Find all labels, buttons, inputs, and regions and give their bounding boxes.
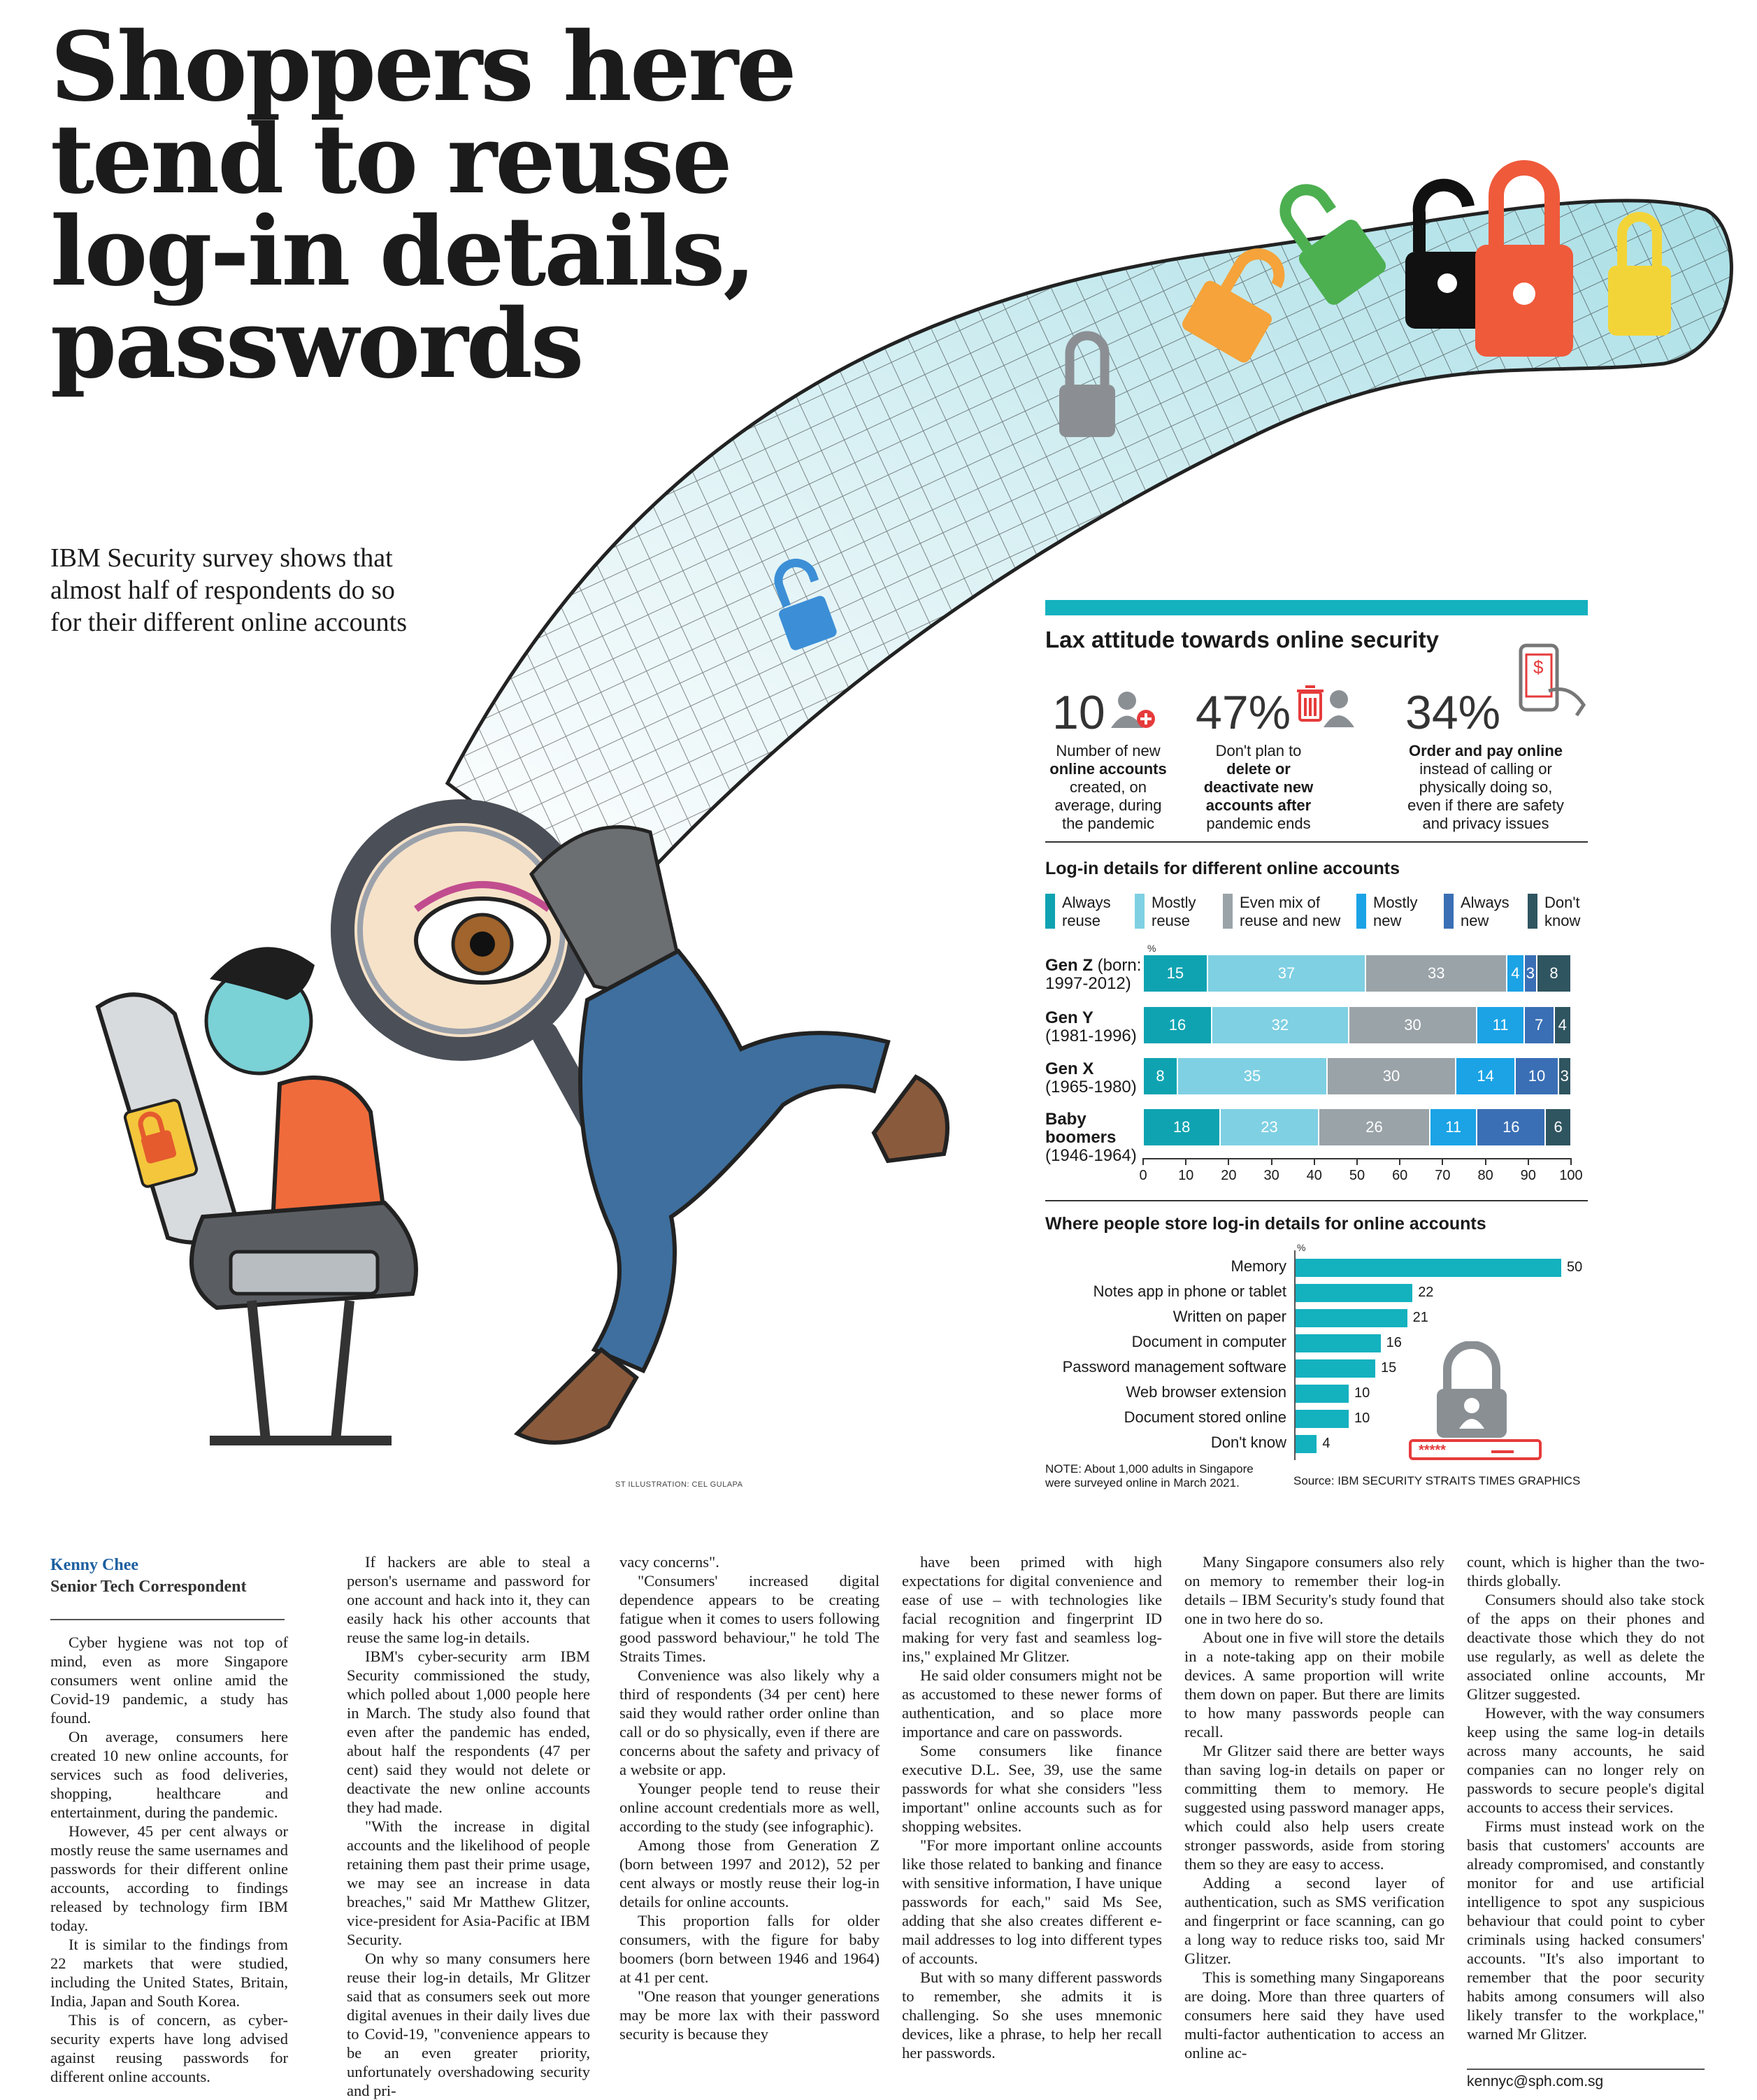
stat-order-online — [1388, 687, 1584, 833]
bar-row — [1143, 1058, 1571, 1094]
bar-segment: 3 — [1525, 955, 1536, 992]
category-label: Written on paper — [1172, 1308, 1286, 1325]
bar — [1296, 1410, 1349, 1428]
category-label: Baby boomers (1946-1964) — [1045, 1110, 1137, 1165]
tick-label: 90 — [1520, 1168, 1536, 1183]
stat-line: created, on — [1069, 778, 1147, 796]
article-paragraph: Younger people tend to reuse their online account credentials more as well, according to the study (see infographic). — [619, 1780, 880, 1835]
author-name: Kenny Chee — [50, 1556, 138, 1574]
stat-line: even if there are safety — [1407, 797, 1564, 814]
article-paragraph: have been primed with high expectations for digital convenience and ease of use – with technologies like facial recognition and fingerprint ID making for very fast and seamless log-ins," explained Mr Glitzer. — [902, 1553, 1162, 1665]
bar-segment: 30 — [1328, 1058, 1455, 1094]
tick-mark — [1356, 1158, 1358, 1165]
tick-mark — [1185, 1158, 1186, 1165]
article-paragraph: Some consumers like finance executive D.L. See, 39, use the same passwords for what she considers "less important" online accounts such as for shopping websites. — [902, 1742, 1162, 1835]
bar — [1296, 1259, 1561, 1277]
stat-value: 34% — [1405, 686, 1501, 739]
category-label: Document stored online — [1124, 1408, 1286, 1426]
standfirst-line: for their different online accounts — [50, 608, 407, 637]
divider — [1045, 1200, 1588, 1201]
bar-row — [1143, 1109, 1571, 1145]
bar — [1296, 1334, 1381, 1352]
tick-label: 60 — [1392, 1168, 1408, 1183]
tick-label: 70 — [1435, 1168, 1451, 1183]
author-role: Senior Tech Correspondent — [50, 1578, 247, 1596]
bar-row — [1143, 1007, 1571, 1043]
data-label: 22 — [1418, 1285, 1434, 1300]
tick-label: 20 — [1221, 1168, 1237, 1183]
stat-line: Order and pay online — [1408, 742, 1563, 759]
tick-label: 80 — [1477, 1168, 1493, 1183]
category-label: Password management software — [1062, 1358, 1286, 1376]
article-paragraph: However, 45 per cent always or mostly reuse the same usernames and passwords for their different online accounts, according to findings released by technology firm IBM today. — [50, 1822, 288, 1934]
category-label: Document in computer — [1131, 1333, 1286, 1350]
article-paragraph: However, with the way consumers keep using the same log-in details across many accounts, he said companies can no longer rely on passwords to secure people's digital accounts to access their services. — [1467, 1704, 1705, 1816]
headline-line: passwords — [50, 288, 582, 400]
legend-item: Don't know — [1528, 894, 1580, 930]
bar-segment: 32 — [1212, 1007, 1348, 1043]
article-paragraph: "Consumers' increased digital dependence appears to be creating fatigue when it comes to users following good password behaviour," he told The Straits Times. — [619, 1572, 880, 1665]
stat-description — [1045, 742, 1171, 833]
illustration-credit: ST ILLUSTRATION: CEL GULAPA — [615, 1480, 743, 1489]
article-paragraph: "For more important online accounts like those related to banking and finance with sensitive information, I have unique passwords for each," said Ms See, adding that she also creates different e-mail addresses to log into different types of accounts. — [902, 1836, 1162, 1967]
headline-line: tend to reuse — [50, 103, 731, 215]
standfirst-line: almost half of respondents do so — [50, 576, 395, 605]
data-label: 4 — [1322, 1436, 1331, 1451]
data-label: 50 — [1567, 1259, 1583, 1275]
category-label: Web browser extension — [1126, 1383, 1286, 1401]
bar-segment: 7 — [1525, 1007, 1554, 1043]
article-paragraph: This is something many Singaporeans are doing. More than three quarters of consumers here said they have used multi-factor authentication to access an online ac- — [1184, 1969, 1444, 2062]
divider — [50, 1619, 285, 1620]
article-paragraph: Many Singapore consumers also rely on memory to remember their log-in details – IBM Security's study found that one in two here do so. — [1184, 1553, 1444, 1627]
legend-item: Mostly reuse — [1135, 894, 1196, 930]
stat-line: accounts after — [1205, 797, 1312, 814]
byline — [50, 1556, 281, 1597]
tick-mark — [1570, 1158, 1572, 1165]
tick-mark — [1442, 1158, 1443, 1165]
bar-segment: 33 — [1366, 955, 1506, 992]
article-column — [902, 1552, 1162, 2062]
bar-segment: 15 — [1144, 955, 1207, 992]
bar-segment: 35 — [1178, 1058, 1326, 1094]
category-label: Memory — [1231, 1257, 1286, 1275]
article-paragraph: count, which is higher than the two-thirds globally. — [1467, 1553, 1705, 1590]
article-paragraph: If hackers are able to steal a person's username and password for one account and hack into it, they can easily hack his other accounts that reuse the same log-in details. — [347, 1553, 590, 1646]
article-paragraph: Mr Glitzer said there are better ways than saving log-in details on paper or committing them to memory. He suggested using password manager apps, which could also help users create stronger passwords, aside from storing them so they are easy to access. — [1184, 1742, 1444, 1873]
stat-line: average, during — [1054, 797, 1162, 814]
article-paragraph: On average, consumers here created 10 new online accounts, for services such as food deliveries, shopping, healthcare and entertainment, during the pandemic. — [50, 1728, 288, 1821]
tick-mark — [1485, 1158, 1486, 1165]
bar-segment: 23 — [1221, 1109, 1318, 1145]
stat-line: instead of calling or — [1419, 760, 1552, 778]
article-paragraph: "One reason that younger generations may be more lax with their password security is because they — [619, 1987, 880, 2043]
category-label: Gen Y (1981-1996) — [1045, 1008, 1137, 1045]
bar-segment: 6 — [1546, 1109, 1570, 1145]
tick-mark — [1399, 1158, 1400, 1165]
bar-segment: 3 — [1559, 1058, 1570, 1094]
category-label: Gen X (1965-1980) — [1045, 1059, 1137, 1097]
article-paragraph: "With the increase in digital accounts and the likelihood of people retaining them past their prime usage, we may see an increase in data breaches," said Mr Matthew Glitzer, vice-president for Asia-Pacific at IBM Security. — [347, 1817, 590, 1948]
tick-label: 100 — [1559, 1168, 1583, 1183]
chart-source: Source: IBM SECURITY STRAITS TIMES GRAPHICS — [1293, 1474, 1581, 1487]
article-paragraph: About one in five will store the details in a note-taking app on their mobile devices. A same proportion will write them down on paper. But there are limits to how many passwords people can recall. — [1184, 1629, 1444, 1741]
tick-mark — [1228, 1158, 1229, 1165]
data-label: 16 — [1386, 1335, 1402, 1350]
stat-line: pandemic ends — [1206, 815, 1311, 832]
data-label: 21 — [1412, 1310, 1428, 1325]
article-paragraph: It is similar to the findings from 22 markets that were studied, including the United States, Britain, India, Japan and South Korea. — [50, 1936, 288, 2010]
category-label: Don't know — [1210, 1434, 1286, 1451]
store-chart-title: Where people store log-in details for online accounts — [1045, 1214, 1486, 1234]
tick-label: 0 — [1139, 1168, 1147, 1183]
article-paragraph: This proportion falls for older consumers, with the figure for baby boomers (born between 1946 and 1964) at 41 per cent. — [619, 1912, 880, 1986]
stat-value: 10 — [1052, 686, 1105, 739]
bar-segment: 4 — [1507, 955, 1523, 992]
article-paragraph: Consumers should also take stock of the apps on their phones and deactivate those which they do not use regularly, as well as delete the associated online accounts, Mr Glitzer suggested. — [1467, 1591, 1705, 1703]
bar-segment: 8 — [1537, 955, 1570, 992]
running-figure — [517, 827, 947, 1443]
bar-segment: 16 — [1477, 1109, 1544, 1145]
divider — [1467, 2069, 1705, 2070]
bar-row — [1143, 955, 1571, 992]
stat-line: Don't plan to — [1215, 742, 1302, 759]
stat-line: online accounts — [1049, 760, 1167, 778]
infographic-header-bar — [1045, 600, 1588, 615]
tick-label: 10 — [1178, 1168, 1194, 1183]
tick-mark — [1271, 1158, 1272, 1165]
tick-mark — [1142, 1158, 1144, 1165]
bar-segment: 11 — [1430, 1109, 1476, 1145]
bar — [1296, 1284, 1412, 1302]
article-paragraph: He said older consumers might not be as accustomed to these newer forms of authentication, and so place more importance and care on passwords. — [902, 1666, 1162, 1741]
legend-item: Mostly new — [1356, 894, 1418, 930]
stat-line: physically doing so, — [1419, 778, 1553, 796]
article-paragraph: On why so many consumers here reuse their log-in details, Mr Glitzer said that as consumers seek out more digital avenues in their daily lives due to Covid-19, "convenience appears to be an even greater priority, unfortunately overshadowing security and pri- — [347, 1950, 590, 2099]
unit-label: % — [1297, 1242, 1306, 1253]
data-label: 10 — [1354, 1385, 1370, 1401]
legend-item: Always new — [1444, 894, 1509, 930]
password-mask: ***** — [1419, 1443, 1446, 1458]
article-column — [1467, 1552, 1705, 2043]
svg-text:$: $ — [1533, 657, 1544, 678]
add-user-icon — [1110, 690, 1159, 731]
stat-line: delete or — [1226, 760, 1291, 778]
tick-mark — [1314, 1158, 1315, 1165]
article-column — [347, 1552, 590, 2100]
unit-label: % — [1147, 943, 1156, 954]
headline-line: log-in details, — [50, 196, 754, 308]
article-paragraph: Among those from Generation Z (born between 1997 and 2012), 52 per cent always or mostly reuse their log-in details for online accounts. — [619, 1836, 880, 1910]
stat-line: Number of new — [1056, 742, 1161, 759]
tick-mark — [1528, 1158, 1529, 1165]
article-column — [1184, 1552, 1444, 2062]
login-chart-title: Log-in details for different online accounts — [1045, 859, 1400, 878]
stat-line: the pandemic — [1061, 815, 1155, 832]
bar — [1296, 1359, 1375, 1378]
chart-note: NOTE: About 1,000 adults in Singapore were surveyed online in March 2021. — [1045, 1462, 1254, 1490]
bar-segment: 16 — [1144, 1007, 1211, 1043]
article-paragraph: Convenience was also likely why a third of respondents (34 per cent) here said they would rather order online than call or do so physically, even if there are concerns about the safety and privacy of a website or app. — [619, 1666, 880, 1778]
bar-segment: 18 — [1144, 1109, 1219, 1145]
article-paragraph: This is of concern, as cyber-security experts have long advised against reusing passwords for different online accounts. — [50, 2011, 288, 2085]
infographic-title: Lax attitude towards online security — [1045, 627, 1439, 652]
legend-item: Even mix of reuse and new — [1223, 894, 1340, 930]
article-paragraph: Adding a second layer of authentication, such as SMS verification and fingerprint or face scanning, can go a long way to reduce risks too, said Mr Glitzer. — [1184, 1874, 1444, 1967]
category-label: Gen Z (born: 1997-2012) — [1045, 956, 1142, 993]
bar-segment: 4 — [1555, 1007, 1570, 1043]
bar-segment: 11 — [1477, 1007, 1523, 1043]
bar-segment: 14 — [1456, 1058, 1515, 1094]
author-email: kennyc@sph.com.sg — [1467, 2073, 1604, 2090]
stat-value: 47% — [1196, 686, 1291, 739]
bar-segment: 8 — [1144, 1058, 1177, 1094]
tick-label: 50 — [1349, 1168, 1365, 1183]
article-paragraph: IBM's cyber-security arm IBM Security commissioned the study, which polled about 1,000 people here in March. The study also found that even after the pandemic has ended, about half the respondents (47 per cent) said they would not delete or deactivate the new online accounts they had made. — [347, 1648, 590, 1816]
bar-segment: 10 — [1516, 1058, 1557, 1094]
bar — [1296, 1435, 1317, 1453]
article-column — [619, 1552, 880, 2043]
infographic — [1045, 600, 1591, 1499]
bar-segment: 30 — [1349, 1007, 1477, 1043]
stat-description — [1189, 742, 1328, 833]
stat-line: deactivate new — [1203, 778, 1314, 796]
article-paragraph: But with so many different passwords to remember, she admits it is challenging. So she uses mnemonic devices, like a phrase, to help her recall her passwords. — [902, 1969, 1162, 2062]
divider — [1045, 841, 1588, 843]
data-label: 15 — [1381, 1360, 1397, 1376]
tick-label: 40 — [1306, 1168, 1322, 1183]
delete-user-icon — [1296, 684, 1358, 733]
bar — [1296, 1385, 1349, 1403]
stat-line: and privacy issues — [1422, 815, 1549, 832]
article-paragraph: Cyber hygiene was not top of mind, even as more Singapore consumers went online amid the Covid-19 pandemic, a study has found. — [50, 1634, 288, 1727]
article-paragraph: Firms must instead work on the basis that customers' accounts are already compromised, and constantly monitor for and use artificial intelligence to spot any suspicious behaviour that could point to cyber criminals using hacked consumers' accounts. "It's also important to remember that the poor security habits among consumers will also likely transfer to the workplace," warned Mr Glitzer. — [1467, 1817, 1705, 2043]
article-column — [50, 1633, 288, 2086]
article-paragraph: vacy concerns". — [619, 1553, 719, 1571]
bar-segment: 26 — [1319, 1109, 1429, 1145]
login-chart-legend — [1045, 894, 1591, 936]
bar-segment: 37 — [1208, 955, 1365, 992]
standfirst-line: IBM Security survey shows that — [50, 543, 393, 573]
lock-icon — [1475, 168, 1573, 357]
category-label: Notes app in phone or tablet — [1093, 1283, 1286, 1300]
tick-label: 30 — [1263, 1168, 1279, 1183]
data-label: 10 — [1354, 1410, 1370, 1426]
legend-item: Always reuse — [1045, 894, 1111, 930]
password-lock-icon — [1409, 1341, 1549, 1460]
y-axis — [1294, 1250, 1296, 1460]
bar — [1296, 1309, 1407, 1327]
stat-description — [1388, 742, 1584, 833]
headline-line: Shoppers here — [50, 11, 795, 123]
